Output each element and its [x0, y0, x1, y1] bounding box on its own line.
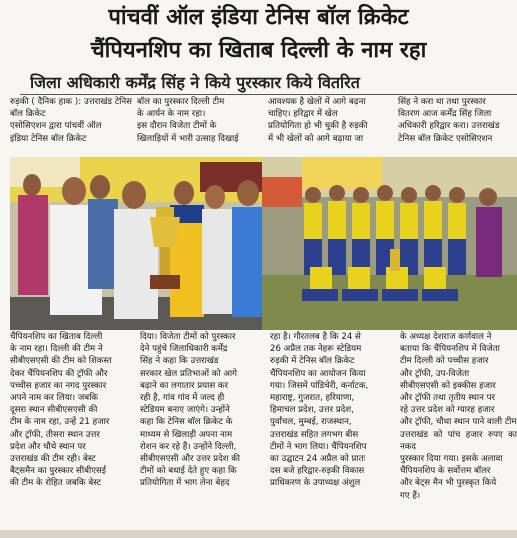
photo-trophy-presentation: [10, 157, 262, 330]
text-line: प्रतियोगिता हो भी चुकी है रुड़की: [268, 121, 368, 132]
text-line: उत्तराखंड की टीम रही। बेस्ट: [10, 454, 96, 465]
article-column-top-2: [137, 96, 261, 154]
photo-trophy-presentation-image: [10, 157, 262, 330]
text-line: गए हैं।: [400, 490, 421, 501]
article-column-bottom-2: [140, 331, 263, 530]
text-line: प्रतियोगिता में भाग लेना बेहद: [140, 478, 230, 489]
text-line: और बेट्स मैन भी पुरस्कृत किये: [400, 478, 497, 489]
text-line: सीबीएसएसी और उत्तर प्रदेश की: [140, 454, 241, 465]
text-line: चैंपियनशिप का खिताब दिल्ली: [10, 332, 103, 342]
text-line: सिंह ने कहा कि उत्तराखंड: [140, 356, 219, 367]
text-line: पुरस्कार दिया गया। इसके अलावा: [400, 454, 503, 465]
text-line: इस दौरान विजेता टीमों के: [137, 121, 217, 132]
text-line: बैट्समैन का पुरस्कार सीबीएसई: [10, 466, 107, 477]
text-line: टीमों को बधाई देते हुए कहा कि: [140, 466, 237, 477]
text-line: सरकार खेल प्रतिभाओं को आगे: [140, 368, 237, 379]
article-column-bottom-1: [10, 331, 132, 530]
article-column-top-1: [10, 96, 132, 154]
text-line: देने पहुंचे जिलाधिकारी कर्मेंद्र: [140, 344, 228, 355]
text-line: और ट्रॉफी, चौथा स्थान पाने वाली टीम: [400, 417, 517, 428]
text-line: उत्तराखंड को पांच हजार रुपए का नकद: [400, 429, 517, 452]
text-line: गया। जिसमें पांडिचेरी, कर्नाटक,: [270, 380, 369, 391]
text-line: खिलाड़ियों में भारी उत्साह दिखाई: [137, 133, 239, 144]
text-line: के अध्यक्ष देशराज कर्णवाल ने: [400, 332, 492, 342]
text-line: टीम के नाम रहा, उन्हें 21 हजार: [10, 417, 110, 428]
text-line: प्रदेश और चौथे स्थान पर: [10, 441, 86, 452]
text-line: अपने नाम कर लिया। जबकि: [10, 393, 99, 404]
text-line: दस बजे हरिद्वार-रुड़की विकास: [270, 466, 365, 477]
text-line: देकर चैंपियनशिप की ट्रॉफी और: [10, 368, 108, 379]
article-column-bottom-3: [270, 331, 394, 530]
text-line: के नाम रहा। दिल्ली की टीम ने: [10, 344, 103, 355]
text-line: चाहिए। हरिद्वार में खेल: [268, 109, 338, 120]
article-column-bottom-4: [400, 331, 517, 530]
text-line: बताया कि चैंपियनशिप में विजेता: [400, 344, 500, 355]
text-line: वितरण आज कर्मेंद्र सिंह जिला: [398, 109, 492, 120]
text-line: और ट्रॉफी तथा तृतीय स्थान पर: [400, 393, 496, 404]
text-line: का उद्घाटन 24 अप्रैल को प्रातः: [270, 454, 366, 465]
text-line: पच्चीस हजार का नगद पुरस्कार: [10, 380, 107, 391]
article-column-top-4: [398, 96, 517, 154]
text-line: पुर्वांचल, मुम्बई, राजस्थान,: [270, 417, 352, 428]
text-line: सीबीएसएसी की टीम को शिकस्त: [10, 356, 112, 367]
text-line: रहे उत्तर प्रदेश को ग्यारह हजार: [400, 405, 495, 416]
text-line: महाराष्ट्र, गुजरात, हरियाणा,: [270, 393, 355, 404]
text-line: आवश्यक है खेलों में आगे बढ़ना: [268, 97, 366, 107]
headline-line-1: पांचवीं ऑल इंडिया टेनिस बॉल क्रिकेट: [108, 5, 409, 30]
text-line: इंडिया टेनिस बॉल क्रिकेट: [10, 133, 87, 144]
text-line: बॉल का पुरस्कार दिल्ली टीम: [137, 97, 225, 107]
text-line: टीमों ने भाग लिया। चैंपियनशिप: [270, 441, 367, 452]
text-line: दूसरा स्थान सीबीएसएसी की: [10, 405, 98, 416]
text-line: माध्यम से खिलाड़ी अपना नाम: [140, 429, 233, 440]
article-column-top-3: [268, 96, 392, 154]
text-line: बढ़ाने का लगातार प्रयास कर: [140, 380, 229, 391]
text-line: अधिकारी हरिद्वार करा। उत्तराखंड: [398, 121, 500, 132]
text-line: रुड़की में टेनिस बॉल क्रिकेट: [270, 356, 355, 367]
photo-team-group: [262, 157, 517, 330]
text-line: हिमाचल प्रदेश, उत्तर प्रदेश,: [270, 405, 354, 416]
text-line: टीम दिल्ली को पच्चीस हजार: [400, 356, 489, 367]
divider: [20, 94, 517, 95]
text-line: सीबीएसएसी को इक्कीस हजार: [400, 380, 496, 391]
text-line: कहा कि टेनिस बॉल क्रिकेट के: [140, 417, 233, 428]
text-line: प्राधिकरण के उपाध्यक्ष अंशुल: [270, 478, 361, 489]
text-line: के आर्यन के नाम रहा।: [137, 109, 206, 120]
text-line: टेनिस बॉल क्रिकेट एसोसिएशन: [398, 133, 493, 144]
photo-team-group-image: [262, 157, 517, 330]
text-line: एसोसिएशन द्वारा पांचवीं ऑल: [10, 121, 102, 132]
text-line: सिंह ने करा था तथा पुरस्कार: [398, 97, 486, 107]
text-line: स्टेडियम बनाए जाएंगे। उन्होंने: [140, 405, 230, 416]
text-line: रहा है। गौरतलब है कि 24 से: [270, 332, 361, 342]
text-line: और ट्रॉफी, उप-विजेता: [400, 368, 470, 379]
text-line: उत्तराखंड सहित लगभग बीस: [270, 429, 359, 440]
text-line: रुड़की ( दैनिक हाक ): उत्तराखंड टेनिस बॉल क्रिकेट: [10, 97, 132, 120]
text-line: चैंपियनशिप के सर्वोत्तम बॉलर: [400, 466, 491, 477]
subheadline: जिला अधिकारी कर्मेंद्र सिंह ने किये पुरस्कार किये वितरित: [30, 73, 360, 92]
text-line: चैंपियनशिप का आयोजन किया: [270, 368, 366, 379]
text-line: की टीम के रोहित जबकि बेस्ट: [10, 478, 101, 489]
text-line: रही है, गांव गांव में जल्द ही: [140, 393, 225, 404]
text-line: रोशन कर रहे हैं। उन्होंने दिल्ली,: [140, 441, 237, 452]
page-bottom-edge: [0, 530, 517, 538]
text-line: 26 अप्रैल तक नेहरू स्टेडियम: [270, 344, 362, 355]
text-line: में भी खेलों को आगे बढ़ाया जा: [268, 133, 364, 144]
text-line: और ट्रॉफी, तीसरा स्थान उत्तर: [10, 429, 100, 440]
text-line: दिया। विजेता टीमों को पुरस्कार: [140, 332, 236, 342]
headline-line-2: चैंपियनशिप का खिताब दिल्ली के नाम रहा: [90, 38, 427, 63]
